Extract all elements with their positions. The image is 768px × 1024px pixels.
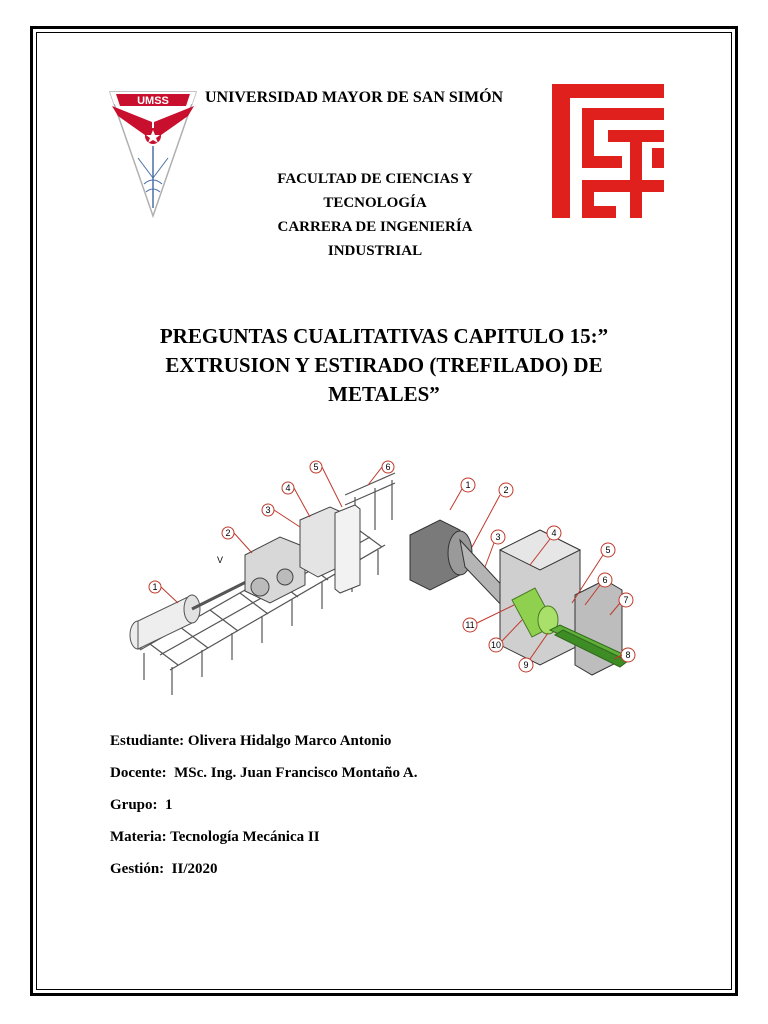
student-line: Estudiante: Olivera Hidalgo Marco Antonio	[110, 733, 392, 749]
right-callout-11: 11	[465, 620, 475, 630]
term-line: Gestión: II/2020	[110, 861, 218, 877]
left-callout-4: 4	[285, 483, 291, 493]
document-title	[100, 322, 668, 409]
right-callout-7: 7	[623, 595, 629, 605]
faculty-line-1: FACULTAD DE CIENCIAS Y	[277, 171, 473, 187]
group-line: Grupo: 1	[110, 797, 173, 813]
fcyt-logo	[552, 84, 664, 218]
right-callout-1: 1	[465, 480, 471, 490]
extrusion-die-figure	[400, 455, 658, 710]
left-callout-5: 5	[313, 462, 319, 472]
subject-line: Materia: Tecnología Mecánica II	[110, 829, 320, 845]
extrusion-press-figure	[120, 455, 402, 710]
university-name: UNIVERSIDAD MAYOR DE SAN SIMÓN	[205, 89, 504, 106]
teacher-line: Docente: MSc. Ing. Juan Francisco Montaño A.	[110, 765, 418, 781]
right-callout-8: 8	[625, 650, 631, 660]
right-callout-4: 4	[551, 528, 557, 538]
right-callout-6: 6	[602, 575, 608, 585]
faculty-block	[230, 167, 520, 263]
right-callout-3: 3	[495, 532, 501, 542]
right-callout-5: 5	[605, 545, 611, 555]
umss-logo	[108, 88, 198, 218]
left-callout-2: 2	[225, 528, 231, 538]
title-line-2: EXTRUSION Y ESTIRADO (TREFILADO) DE	[165, 353, 603, 377]
right-callout-9: 9	[523, 660, 529, 670]
faculty-line-4: INDUSTRIAL	[327, 243, 423, 259]
left-callout-3: 3	[265, 505, 271, 515]
umss-logo-text: UMSS	[137, 95, 169, 107]
faculty-line-3: CARRERA DE INGENIERÍA	[277, 219, 473, 235]
right-callout-2: 2	[503, 485, 509, 495]
left-velocity-label: V	[216, 555, 224, 565]
title-line-1: PREGUNTAS CUALITATIVAS CAPITULO 15:”	[159, 324, 609, 348]
left-callout-1: 1	[152, 582, 158, 592]
right-callout-10: 10	[490, 640, 502, 650]
title-line-3: METALES”	[328, 382, 440, 406]
faculty-line-2: TECNOLOGÍA	[323, 195, 427, 211]
left-callout-6: 6	[385, 462, 391, 472]
